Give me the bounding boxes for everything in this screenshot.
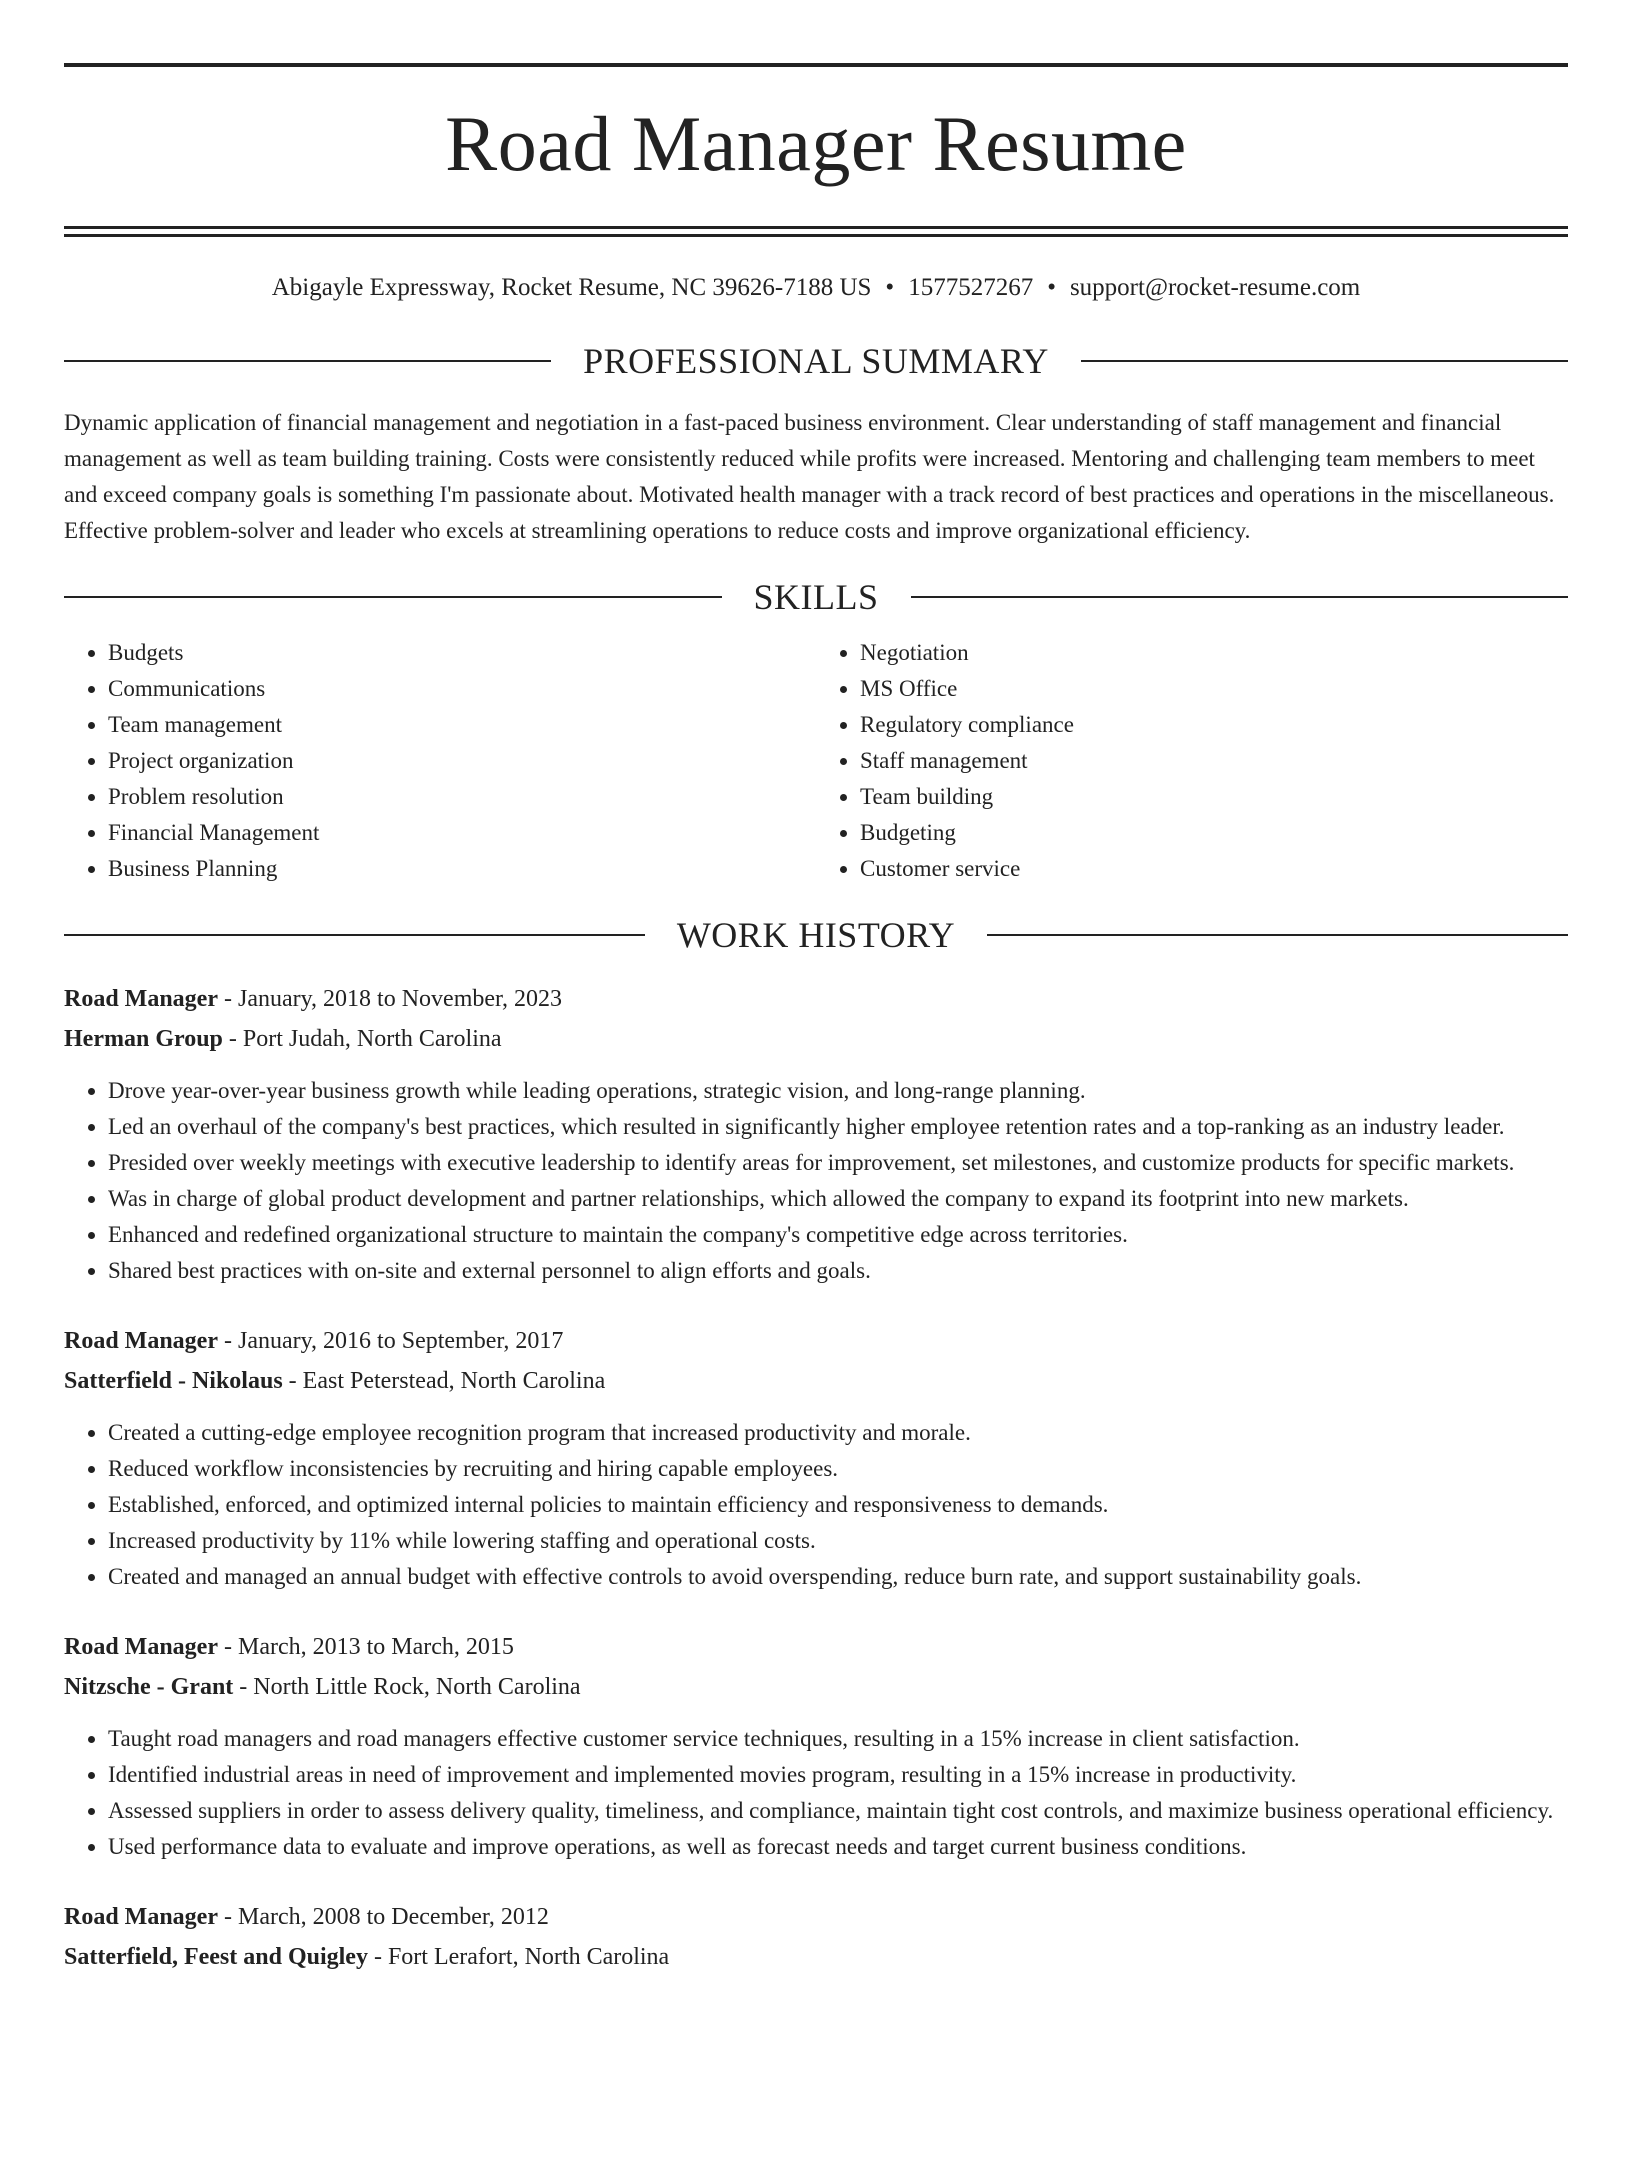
job-company-line (64, 1361, 1568, 1401)
job-bullet: • Drove year-over-year business growth while leading operations, strategic vision, and long-range planning. (108, 1073, 1568, 1109)
contact-separator: • (1047, 274, 1056, 301)
work-heading: WORK HISTORY (676, 915, 956, 955)
skill-item: • Customer service (860, 851, 1568, 887)
skills-heading: SKILLS (753, 577, 879, 617)
contact-line (64, 273, 1568, 303)
job-title-line (64, 1627, 1568, 1667)
skill-item: • Communications (108, 671, 816, 707)
summary-text: Dynamic application of financial management and negotiation in a fast-paced business environment. Clear understanding of staff management and financial management as well as team building training. Costs were consistently reduced while profits were increased. Mentoring and challenging team members to meet and exceed company goals is something I'm passionate about. Motivated health manager with a track record of best practices and operations in the miscellaneous. Effective problem-solver and leader who excels at streamlining operations to reduce costs and improve organizational efficiency. (64, 410, 1555, 543)
job-company-line (64, 1937, 1568, 1977)
skills-right-column (816, 635, 1568, 887)
job-entry (64, 1627, 1568, 1865)
job-title-line (64, 1897, 1568, 1937)
job-entry (64, 1321, 1568, 1595)
job-bullets (64, 1073, 1568, 1289)
resume-page (0, 63, 1632, 1977)
job-entry (64, 979, 1568, 1289)
skill-item: • Regulatory compliance (860, 707, 1568, 743)
skill-item: • Negotiation (860, 635, 1568, 671)
job-location: - Fort Lerafort, North Carolina (367, 1944, 670, 1970)
contact-address: Abigayle Expressway, Rocket Resume, NC 39626-7188 US (271, 274, 872, 301)
skill-item: • Business Planning (108, 851, 816, 887)
job-bullet: • Assessed suppliers in order to assess delivery quality, timeliness, and compliance, maintain tight cost controls, and maximize business operational efficiency. (108, 1793, 1568, 1829)
skill-item: • Team building (860, 779, 1568, 815)
job-location: - East Peterstead, North Carolina (282, 1368, 606, 1394)
skill-item: • MS Office (860, 671, 1568, 707)
job-bullet: • Increased productivity by 11% while lowering staffing and operational costs. (108, 1523, 1568, 1559)
skill-item: • Budgeting (860, 815, 1568, 851)
job-dates: - March, 2008 to December, 2012 (217, 1904, 549, 1930)
job-dates: - January, 2016 to September, 2017 (217, 1328, 564, 1354)
job-bullet: • Created a cutting-edge employee recognition program that increased productivity and morale. (108, 1415, 1568, 1451)
skills-section-header (64, 579, 1568, 615)
skill-item: • Project organization (108, 743, 816, 779)
job-role: Road Manager (64, 1634, 218, 1660)
skill-item: • Problem resolution (108, 779, 816, 815)
job-location: - Port Judah, North Carolina (222, 1026, 502, 1052)
job-company: Satterfield - Nikolaus (64, 1368, 283, 1394)
contact-phone: 1577527267 (908, 274, 1034, 301)
job-dates: - January, 2018 to November, 2023 (217, 986, 563, 1012)
skills-left-column (64, 635, 816, 887)
summary-heading: PROFESSIONAL SUMMARY (583, 341, 1049, 381)
job-bullet: • Used performance data to evaluate and improve operations, as well as forecast needs and target current business conditions. (108, 1829, 1568, 1865)
job-company: Nitzsche - Grant (64, 1674, 234, 1700)
job-role: Road Manager (64, 1328, 218, 1354)
job-title-line (64, 979, 1568, 1019)
job-location: - North Little Rock, North Carolina (233, 1674, 581, 1700)
job-bullet: • Was in charge of global product development and partner relationships, which allowed the company to expand its footprint into new markets. (108, 1181, 1568, 1217)
job-title-line (64, 1321, 1568, 1361)
job-bullets (64, 1721, 1568, 1865)
job-entry (64, 1897, 1568, 1977)
job-bullet: • Presided over weekly meetings with executive leadership to identify areas for improvement, set milestones, and customize products for specific markets. (108, 1145, 1568, 1181)
contact-separator: • (885, 274, 895, 301)
job-bullet: • Created and managed an annual budget with effective controls to avoid overspending, reduce burn rate, and support sustainability goals. (108, 1559, 1568, 1595)
title-double-rule (64, 226, 1568, 237)
job-role: Road Manager (64, 986, 218, 1012)
job-role: Road Manager (64, 1904, 218, 1930)
skill-item: • Budgets (108, 635, 816, 671)
resume-title: Road Manager Resume (445, 100, 1187, 187)
job-company: Satterfield, Feest and Quigley (64, 1944, 368, 1970)
job-bullet: • Identified industrial areas in need of improvement and implemented movies program, resulting in a 15% increase in productivity. (108, 1757, 1568, 1793)
job-dates: - March, 2013 to March, 2015 (217, 1634, 514, 1660)
contact-email: support@rocket-resume.com (1069, 274, 1361, 301)
skill-item: • Staff management (860, 743, 1568, 779)
job-bullet: • Reduced workflow inconsistencies by recruiting and hiring capable employees. (108, 1451, 1568, 1487)
job-bullets (64, 1415, 1568, 1595)
job-company: Herman Group (64, 1026, 223, 1052)
skill-item: • Team management (108, 707, 816, 743)
skill-item: • Financial Management (108, 815, 816, 851)
job-bullet: • Enhanced and redefined organizational structure to maintain the company's competitive edge across territories. (108, 1217, 1568, 1253)
job-bullet: • Taught road managers and road managers effective customer service techniques, resulting in a 15% increase in client satisfaction. (108, 1721, 1568, 1757)
job-company-line (64, 1019, 1568, 1059)
job-company-line (64, 1667, 1568, 1707)
skills-list (64, 635, 1568, 887)
job-bullet: • Established, enforced, and optimized internal policies to maintain efficiency and responsiveness to demands. (108, 1487, 1568, 1523)
top-rule (64, 63, 1568, 67)
job-bullet: • Shared best practices with on-site and external personnel to align efforts and goals. (108, 1253, 1568, 1289)
job-bullet: • Led an overhaul of the company's best practices, which resulted in significantly higher employee retention rates and a top-ranking as an industry leader. (108, 1109, 1568, 1145)
work-section-header (64, 917, 1568, 953)
summary-section-header (64, 343, 1568, 379)
